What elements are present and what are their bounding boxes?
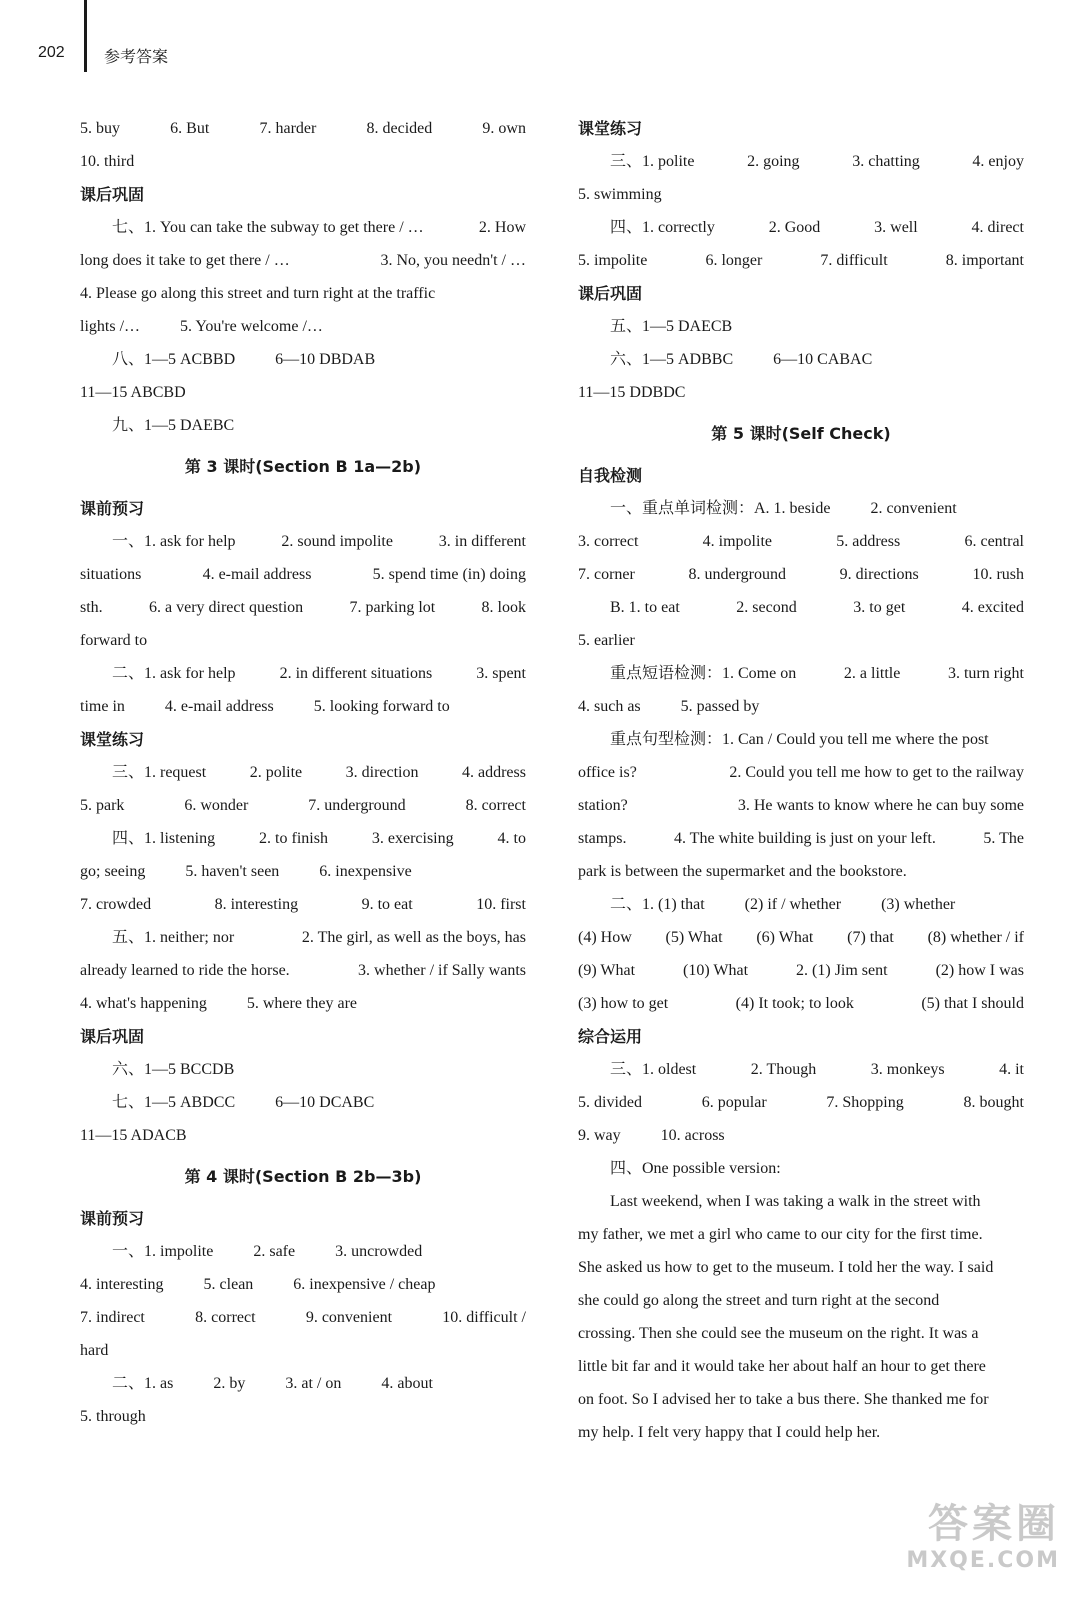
header-title: 参考答案 [104, 47, 169, 66]
answer-line: 一、重点单词检测：A. 1. beside 2. convenient [610, 500, 957, 517]
answer-line: 11—15 ABCBD [80, 384, 186, 401]
answer-line: 四、1. correctly 2. Good 3. well 4. direct [610, 219, 1024, 236]
page-number: 202 [38, 44, 65, 61]
answer-line: long does it take to get there / … 3. No, you needn't / … [80, 252, 526, 269]
answer-line: 五、1. neither; nor 2. The girl, as well as the boys, has [112, 929, 526, 946]
section-heading: 自我检测 [578, 466, 643, 485]
answer-line: park is between the supermarket and the bookstore. [578, 863, 907, 880]
answer-line: 六、1—5 BCCDB [112, 1061, 235, 1078]
essay-line: on foot. So I advised her to take a bus there. She thanked me for [578, 1391, 989, 1408]
section-heading: 课前预习 [80, 499, 145, 518]
essay-line: Last weekend, when I was taking a walk in the street with [610, 1193, 981, 1210]
answer-line: 一、1. ask for help 2. sound impolite 3. in different [112, 533, 526, 550]
section-heading: 课前预习 [80, 1209, 145, 1228]
watermark-top: 答案圈 [928, 1501, 1060, 1547]
essay-line: crossing. Then she could see the museum on the right. It was a [578, 1325, 979, 1342]
lesson-title: 第 3 课时(Section B 1a—2b) [184, 457, 422, 476]
section-heading: 课后巩固 [578, 284, 643, 303]
answer-line: 重点短语检测：1. Come on 2. a little 3. turn right [610, 665, 1024, 682]
watermark-bottom: MXQE.COM [906, 1548, 1060, 1573]
answer-line: 五、1—5 DAECB [610, 318, 733, 335]
right-column [578, 112, 1024, 1449]
answer-line: 9. way 10. across [578, 1127, 725, 1144]
answer-line: office is? 2. Could you tell me how to get to the railway [578, 764, 1024, 781]
answer-line: 11—15 DDBDC [578, 384, 686, 401]
answer-line: 11—15 ADACB [80, 1127, 187, 1144]
answer-line: 5. swimming [578, 186, 662, 203]
answer-line: 10. third [80, 153, 135, 170]
answer-line: 4. interesting 5. clean 6. inexpensive / cheap [80, 1276, 436, 1293]
answer-line: 3. correct 4. impolite 5. address 6. central [578, 533, 1024, 550]
answer-line: sth. 6. a very direct question 7. parking lot 8. look [80, 599, 526, 616]
answer-line: 7. indirect 8. correct 9. convenient 10. difficult / [80, 1309, 526, 1326]
answer-line: 四、1. listening 2. to finish 3. exercising 4. to [112, 830, 526, 847]
essay-line: little bit far and it would take her about half an hour to get there [578, 1358, 986, 1375]
section-heading: 课后巩固 [80, 185, 145, 204]
answer-line: 二、1. as 2. by 3. at / on 4. about [112, 1375, 433, 1392]
answer-line: 5. park 6. wonder 7. underground 8. correct [80, 797, 526, 814]
answer-line: go; seeing 5. haven't seen 6. inexpensive [80, 863, 412, 880]
answer-line: 重点句型检测：1. Can / Could you tell me where the post [610, 731, 989, 748]
section-heading: 课后巩固 [80, 1027, 145, 1046]
lesson-title: 第 5 课时(Self Check) [711, 424, 891, 443]
answer-line: lights /… 5. You're welcome /… [80, 318, 323, 335]
answer-line: 三、1. request 2. polite 3. direction 4. address [112, 764, 526, 781]
answer-line: 4. Please go along this street and turn right at the traffic [80, 285, 436, 302]
answer-line: 二、1. (1) that (2) if / whether (3) whether [610, 896, 956, 913]
watermark [880, 1500, 1060, 1580]
answer-line: already learned to ride the horse. 3. whether / if Sally wants [80, 962, 526, 979]
answer-line: 七、1. You can take the subway to get there / … 2. How [112, 219, 526, 236]
answer-line: 4. what's happening 5. where they are [80, 995, 358, 1012]
answer-line: 7. crowded 8. interesting 9. to eat 10. first [80, 896, 526, 913]
answer-line: 八、1—5 ACBBD 6—10 DBDAB [112, 351, 376, 368]
answer-line: 七、1—5 ABDCC 6—10 DCABC [112, 1094, 375, 1111]
header-rule [84, 0, 87, 72]
section-heading: 综合运用 [578, 1027, 643, 1046]
answer-line: 5. earlier [578, 632, 635, 649]
answer-line: 二、1. ask for help 2. in different situations 3. spent [112, 665, 526, 682]
lesson-title: 第 4 课时(Section B 2b—3b) [184, 1167, 422, 1186]
essay-heading: 四、One possible version: [610, 1160, 781, 1177]
essay-line: She asked us how to get to the museum. I told her the way. I said [578, 1259, 994, 1276]
answer-line: stamps. 4. The white building is just on your left. 5. The [578, 830, 1024, 847]
answer-line: 一、1. impolite 2. safe 3. uncrowded [112, 1243, 423, 1260]
answer-line: 5. divided 6. popular 7. Shopping 8. bought [578, 1094, 1024, 1111]
answer-line: 4. such as 5. passed by [578, 698, 760, 715]
answer-line: 5. through [80, 1408, 146, 1425]
section-heading: 课堂练习 [80, 730, 145, 749]
answer-line: 5. impolite 6. longer 7. difficult 8. important [578, 252, 1024, 269]
answer-line: 三、1. oldest 2. Though 3. monkeys 4. it [610, 1061, 1024, 1078]
answer-line: 九、1—5 DAEBC [112, 417, 235, 434]
answer-line: 7. corner 8. underground 9. directions 10. rush [578, 566, 1024, 583]
answer-line: (3) how to get (4) It took; to look (5) that I should [578, 995, 1024, 1012]
left-column [80, 112, 526, 1433]
answer-line: 5. buy 6. But 7. harder 8. decided 9. own [80, 120, 526, 137]
section-heading: 课堂练习 [578, 119, 643, 138]
answer-line: hard [80, 1342, 109, 1359]
answer-line: 三、1. polite 2. going 3. chatting 4. enjoy [610, 153, 1024, 170]
essay-line: my father, we met a girl who came to our city for the first time. [578, 1226, 983, 1243]
essay-line: she could go along the street and turn right at the second [578, 1292, 940, 1309]
answer-line: time in 4. e-mail address 5. looking forward to [80, 698, 450, 715]
answer-line: station? 3. He wants to know where he can buy some [578, 797, 1024, 814]
answer-line: 六、1—5 ADBBC 6—10 CABAC [610, 351, 873, 368]
essay-line: my help. I felt very happy that I could help her. [578, 1424, 881, 1441]
answer-line: (9) What (10) What 2. (1) Jim sent (2) how I was [578, 962, 1024, 979]
answer-line: B. 1. to eat 2. second 3. to get 4. excited [610, 599, 1024, 616]
answer-line: forward to [80, 632, 148, 649]
answer-line: situations 4. e-mail address 5. spend time (in) doing [80, 566, 526, 583]
answer-line: (4) How (5) What (6) What (7) that (8) whether / if [578, 929, 1024, 946]
